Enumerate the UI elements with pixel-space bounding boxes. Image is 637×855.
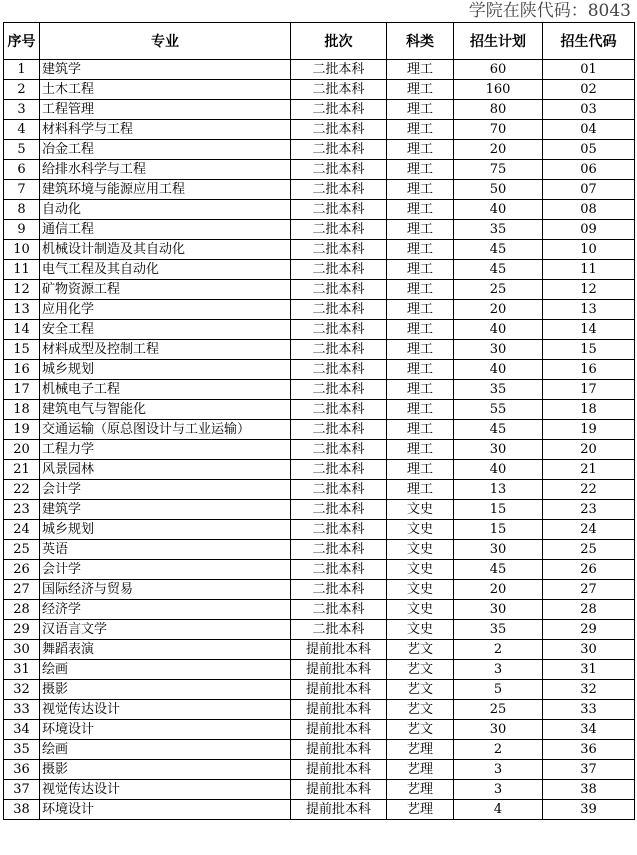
cell-batch: 二批本科 [291, 260, 387, 280]
cell-quota: 40 [454, 200, 543, 220]
table-row [4, 660, 635, 680]
cell-code: 10 [543, 240, 635, 260]
cell-code: 12 [543, 280, 635, 300]
cell-category: 理工 [387, 240, 454, 260]
cell-category: 理工 [387, 180, 454, 200]
column-header-index: 序号 [4, 23, 40, 60]
cell-quota: 45 [454, 260, 543, 280]
cell-category: 理工 [387, 80, 454, 100]
table-row [4, 400, 635, 420]
table-row [4, 260, 635, 280]
cell-batch: 二批本科 [291, 400, 387, 420]
cell-major: 视觉传达设计 [40, 700, 291, 720]
cell-index: 34 [4, 720, 40, 740]
cell-quota: 25 [454, 700, 543, 720]
cell-quota: 60 [454, 60, 543, 80]
cell-batch: 二批本科 [291, 320, 387, 340]
cell-index: 10 [4, 240, 40, 260]
cell-quota: 20 [454, 300, 543, 320]
cell-index: 36 [4, 760, 40, 780]
cell-index: 22 [4, 480, 40, 500]
column-header-category: 科类 [387, 23, 454, 60]
cell-quota: 15 [454, 520, 543, 540]
cell-code: 37 [543, 760, 635, 780]
cell-batch: 二批本科 [291, 500, 387, 520]
table-row [4, 360, 635, 380]
cell-category: 艺文 [387, 640, 454, 660]
cell-major: 机械设计制造及其自动化 [40, 240, 291, 260]
cell-batch: 提前批本科 [291, 740, 387, 760]
table-row [4, 760, 635, 780]
cell-index: 2 [4, 80, 40, 100]
cell-code: 17 [543, 380, 635, 400]
cell-major: 工程管理 [40, 100, 291, 120]
cell-batch: 二批本科 [291, 540, 387, 560]
column-header-major: 专业 [40, 23, 291, 60]
cell-major: 材料成型及控制工程 [40, 340, 291, 360]
cell-code: 38 [543, 780, 635, 800]
cell-category: 理工 [387, 460, 454, 480]
cell-major: 视觉传达设计 [40, 780, 291, 800]
cell-code: 20 [543, 440, 635, 460]
cell-code: 06 [543, 160, 635, 180]
cell-major: 交通运输（原总图设计与工业运输） [40, 420, 291, 440]
cell-code: 09 [543, 220, 635, 240]
cell-quota: 45 [454, 420, 543, 440]
cell-code: 02 [543, 80, 635, 100]
cell-index: 20 [4, 440, 40, 460]
cell-major: 冶金工程 [40, 140, 291, 160]
cell-batch: 二批本科 [291, 600, 387, 620]
table-row [4, 560, 635, 580]
cell-major: 经济学 [40, 600, 291, 620]
cell-category: 理工 [387, 420, 454, 440]
cell-category: 艺理 [387, 780, 454, 800]
cell-batch: 提前批本科 [291, 640, 387, 660]
cell-category: 理工 [387, 60, 454, 80]
cell-quota: 40 [454, 460, 543, 480]
cell-category: 理工 [387, 480, 454, 500]
cell-index: 8 [4, 200, 40, 220]
cell-quota: 20 [454, 580, 543, 600]
table-row [4, 180, 635, 200]
cell-code: 16 [543, 360, 635, 380]
cell-category: 文史 [387, 520, 454, 540]
cell-category: 艺理 [387, 740, 454, 760]
cell-code: 01 [543, 60, 635, 80]
cell-index: 14 [4, 320, 40, 340]
table-row [4, 100, 635, 120]
cell-index: 7 [4, 180, 40, 200]
cell-index: 23 [4, 500, 40, 520]
cell-batch: 二批本科 [291, 380, 387, 400]
table-row [4, 780, 635, 800]
cell-quota: 13 [454, 480, 543, 500]
cell-batch: 二批本科 [291, 460, 387, 480]
cell-category: 文史 [387, 500, 454, 520]
cell-batch: 二批本科 [291, 340, 387, 360]
cell-major: 会计学 [40, 560, 291, 580]
cell-major: 建筑电气与智能化 [40, 400, 291, 420]
table-header-row [4, 23, 635, 60]
table-row [4, 340, 635, 360]
table-row [4, 60, 635, 80]
cell-batch: 二批本科 [291, 100, 387, 120]
table-row [4, 440, 635, 460]
cell-category: 艺理 [387, 760, 454, 780]
cell-batch: 二批本科 [291, 220, 387, 240]
cell-quota: 30 [454, 720, 543, 740]
cell-batch: 二批本科 [291, 420, 387, 440]
cell-code: 18 [543, 400, 635, 420]
cell-category: 理工 [387, 280, 454, 300]
cell-major: 机械电子工程 [40, 380, 291, 400]
cell-quota: 30 [454, 600, 543, 620]
cell-batch: 提前批本科 [291, 800, 387, 820]
table-row [4, 700, 635, 720]
table-row [4, 640, 635, 660]
table-row [4, 680, 635, 700]
cell-batch: 二批本科 [291, 80, 387, 100]
cell-quota: 25 [454, 280, 543, 300]
cell-code: 19 [543, 420, 635, 440]
cell-major: 给排水科学与工程 [40, 160, 291, 180]
table-row [4, 160, 635, 180]
cell-quota: 3 [454, 780, 543, 800]
cell-major: 建筑学 [40, 60, 291, 80]
cell-category: 理工 [387, 220, 454, 240]
table-row [4, 240, 635, 260]
cell-category: 文史 [387, 540, 454, 560]
cell-index: 1 [4, 60, 40, 80]
table-row [4, 320, 635, 340]
table-row [4, 300, 635, 320]
cell-category: 理工 [387, 320, 454, 340]
cell-index: 11 [4, 260, 40, 280]
cell-index: 30 [4, 640, 40, 660]
cell-batch: 提前批本科 [291, 720, 387, 740]
cell-quota: 45 [454, 560, 543, 580]
table-row [4, 720, 635, 740]
cell-batch: 二批本科 [291, 440, 387, 460]
cell-batch: 二批本科 [291, 200, 387, 220]
cell-quota: 15 [454, 500, 543, 520]
table-row [4, 200, 635, 220]
cell-index: 13 [4, 300, 40, 320]
cell-quota: 75 [454, 160, 543, 180]
cell-code: 33 [543, 700, 635, 720]
cell-major: 环境设计 [40, 800, 291, 820]
cell-index: 18 [4, 400, 40, 420]
cell-index: 25 [4, 540, 40, 560]
table-row [4, 460, 635, 480]
cell-index: 4 [4, 120, 40, 140]
table-row [4, 80, 635, 100]
cell-code: 14 [543, 320, 635, 340]
cell-quota: 30 [454, 340, 543, 360]
cell-quota: 50 [454, 180, 543, 200]
cell-major: 通信工程 [40, 220, 291, 240]
cell-index: 32 [4, 680, 40, 700]
cell-batch: 提前批本科 [291, 660, 387, 680]
cell-index: 21 [4, 460, 40, 480]
cell-major: 城乡规划 [40, 520, 291, 540]
cell-major: 英语 [40, 540, 291, 560]
cell-category: 艺文 [387, 660, 454, 680]
column-header-batch: 批次 [291, 23, 387, 60]
cell-category: 艺文 [387, 680, 454, 700]
cell-category: 文史 [387, 600, 454, 620]
cell-code: 13 [543, 300, 635, 320]
cell-quota: 80 [454, 100, 543, 120]
cell-index: 16 [4, 360, 40, 380]
cell-category: 理工 [387, 120, 454, 140]
cell-quota: 35 [454, 380, 543, 400]
cell-quota: 5 [454, 680, 543, 700]
table-row [4, 740, 635, 760]
cell-index: 12 [4, 280, 40, 300]
column-header-quota: 招生计划 [454, 23, 543, 60]
cell-category: 理工 [387, 200, 454, 220]
table-row [4, 220, 635, 240]
cell-category: 理工 [387, 400, 454, 420]
cell-category: 理工 [387, 380, 454, 400]
cell-quota: 20 [454, 140, 543, 160]
cell-category: 理工 [387, 260, 454, 280]
cell-index: 15 [4, 340, 40, 360]
table-row [4, 420, 635, 440]
cell-code: 32 [543, 680, 635, 700]
cell-major: 建筑环境与能源应用工程 [40, 180, 291, 200]
cell-batch: 二批本科 [291, 140, 387, 160]
cell-quota: 45 [454, 240, 543, 260]
cell-batch: 提前批本科 [291, 780, 387, 800]
cell-major: 应用化学 [40, 300, 291, 320]
cell-quota: 3 [454, 660, 543, 680]
cell-index: 17 [4, 380, 40, 400]
cell-major: 环境设计 [40, 720, 291, 740]
cell-batch: 提前批本科 [291, 700, 387, 720]
cell-index: 27 [4, 580, 40, 600]
cell-code: 05 [543, 140, 635, 160]
cell-quota: 70 [454, 120, 543, 140]
cell-index: 9 [4, 220, 40, 240]
cell-index: 33 [4, 700, 40, 720]
cell-batch: 二批本科 [291, 60, 387, 80]
cell-code: 36 [543, 740, 635, 760]
cell-quota: 40 [454, 360, 543, 380]
cell-major: 摄影 [40, 680, 291, 700]
cell-quota: 55 [454, 400, 543, 420]
table-row [4, 600, 635, 620]
cell-major: 城乡规划 [40, 360, 291, 380]
cell-batch: 二批本科 [291, 280, 387, 300]
cell-index: 24 [4, 520, 40, 540]
cell-index: 37 [4, 780, 40, 800]
cell-major: 风景园林 [40, 460, 291, 480]
table-row [4, 480, 635, 500]
cell-quota: 35 [454, 620, 543, 640]
cell-major: 安全工程 [40, 320, 291, 340]
cell-quota: 2 [454, 740, 543, 760]
cell-batch: 二批本科 [291, 620, 387, 640]
cell-code: 39 [543, 800, 635, 820]
cell-category: 理工 [387, 360, 454, 380]
cell-code: 03 [543, 100, 635, 120]
table-row [4, 580, 635, 600]
cell-code: 15 [543, 340, 635, 360]
table-row [4, 120, 635, 140]
cell-batch: 二批本科 [291, 580, 387, 600]
cell-code: 21 [543, 460, 635, 480]
cell-index: 31 [4, 660, 40, 680]
cell-category: 文史 [387, 620, 454, 640]
cell-major: 国际经济与贸易 [40, 580, 291, 600]
cell-major: 工程力学 [40, 440, 291, 460]
cell-code: 28 [543, 600, 635, 620]
cell-category: 理工 [387, 300, 454, 320]
cell-index: 6 [4, 160, 40, 180]
table-row [4, 500, 635, 520]
table-row [4, 280, 635, 300]
column-header-code: 招生代码 [543, 23, 635, 60]
cell-code: 23 [543, 500, 635, 520]
cell-category: 艺文 [387, 700, 454, 720]
table-row [4, 140, 635, 160]
cell-major: 会计学 [40, 480, 291, 500]
cell-batch: 二批本科 [291, 180, 387, 200]
cell-quota: 2 [454, 640, 543, 660]
cell-batch: 二批本科 [291, 520, 387, 540]
cell-category: 艺理 [387, 800, 454, 820]
cell-code: 07 [543, 180, 635, 200]
college-code-note: 学院在陕代码：8043 [468, 1, 631, 21]
cell-category: 艺文 [387, 720, 454, 740]
cell-batch: 二批本科 [291, 300, 387, 320]
table-row [4, 540, 635, 560]
cell-batch: 二批本科 [291, 560, 387, 580]
cell-code: 04 [543, 120, 635, 140]
table-row [4, 800, 635, 820]
cell-index: 5 [4, 140, 40, 160]
table-row [4, 380, 635, 400]
cell-batch: 二批本科 [291, 360, 387, 380]
cell-major: 绘画 [40, 740, 291, 760]
cell-code: 31 [543, 660, 635, 680]
cell-quota: 35 [454, 220, 543, 240]
cell-code: 27 [543, 580, 635, 600]
cell-code: 26 [543, 560, 635, 580]
table-row [4, 520, 635, 540]
cell-major: 摄影 [40, 760, 291, 780]
cell-batch: 二批本科 [291, 120, 387, 140]
cell-major: 舞蹈表演 [40, 640, 291, 660]
cell-quota: 4 [454, 800, 543, 820]
cell-index: 28 [4, 600, 40, 620]
cell-category: 理工 [387, 440, 454, 460]
cell-quota: 160 [454, 80, 543, 100]
cell-major: 自动化 [40, 200, 291, 220]
cell-category: 理工 [387, 100, 454, 120]
cell-batch: 提前批本科 [291, 760, 387, 780]
cell-major: 电气工程及其自动化 [40, 260, 291, 280]
cell-category: 理工 [387, 340, 454, 360]
cell-quota: 40 [454, 320, 543, 340]
cell-category: 理工 [387, 140, 454, 160]
cell-major: 矿物资源工程 [40, 280, 291, 300]
cell-major: 汉语言文学 [40, 620, 291, 640]
cell-index: 26 [4, 560, 40, 580]
cell-batch: 二批本科 [291, 480, 387, 500]
cell-category: 文史 [387, 580, 454, 600]
cell-batch: 二批本科 [291, 160, 387, 180]
cell-major: 绘画 [40, 660, 291, 680]
cell-code: 29 [543, 620, 635, 640]
cell-code: 30 [543, 640, 635, 660]
cell-batch: 提前批本科 [291, 680, 387, 700]
cell-code: 22 [543, 480, 635, 500]
cell-code: 34 [543, 720, 635, 740]
cell-major: 建筑学 [40, 500, 291, 520]
cell-major: 土木工程 [40, 80, 291, 100]
cell-code: 25 [543, 540, 635, 560]
cell-code: 08 [543, 200, 635, 220]
cell-index: 35 [4, 740, 40, 760]
cell-index: 38 [4, 800, 40, 820]
cell-code: 11 [543, 260, 635, 280]
cell-index: 29 [4, 620, 40, 640]
cell-quota: 3 [454, 760, 543, 780]
cell-major: 材料科学与工程 [40, 120, 291, 140]
cell-quota: 30 [454, 540, 543, 560]
cell-category: 理工 [387, 160, 454, 180]
cell-batch: 二批本科 [291, 240, 387, 260]
table-row [4, 620, 635, 640]
cell-category: 文史 [387, 560, 454, 580]
cell-index: 19 [4, 420, 40, 440]
cell-quota: 30 [454, 440, 543, 460]
cell-code: 24 [543, 520, 635, 540]
enrollment-table [3, 22, 635, 820]
cell-index: 3 [4, 100, 40, 120]
